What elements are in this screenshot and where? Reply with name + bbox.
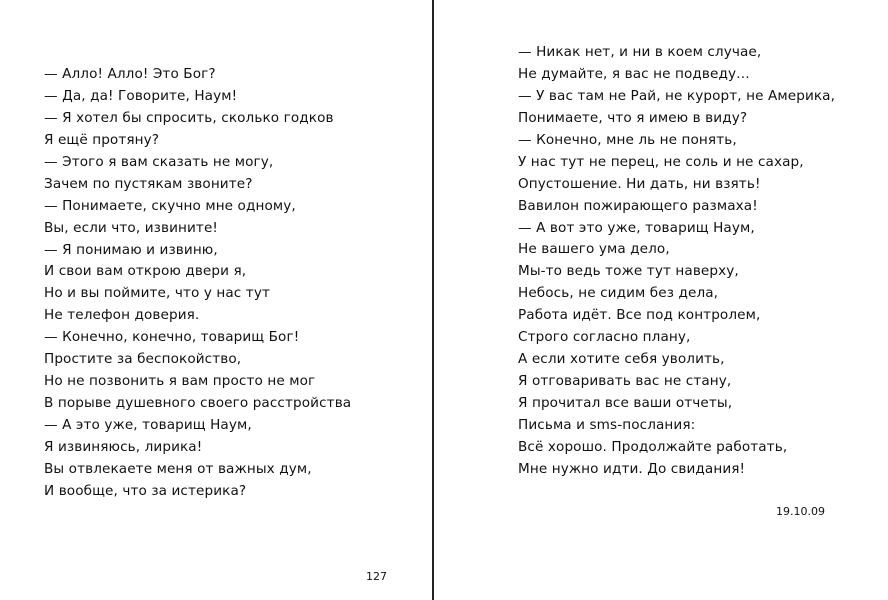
poem-line: Но и вы поймите, что у нас тут: [44, 285, 270, 302]
poem-line: Простите за беспокойство,: [44, 351, 242, 368]
right-poem-text: [518, 42, 835, 481]
poem-line: И свои вам открою двери я,: [44, 263, 247, 280]
right-page: [434, 0, 888, 600]
poem-line: — Никак нет, и ни в коем случае,: [518, 44, 762, 60]
poem-line: — Да, да! Говорите, Наум!: [44, 87, 238, 104]
poem-line: Понимаете, что я имею в виду?: [518, 109, 748, 126]
poem-line: Строго согласно плану,: [518, 329, 691, 346]
poem-line: — А вот это уже, товарищ Наум,: [518, 219, 755, 236]
page-number: 127: [366, 570, 387, 583]
poem-line: Я отговаривать вас не стану,: [518, 373, 732, 390]
poem-line: Опустошение. Ни дать, ни взять!: [518, 175, 761, 192]
poem-line: А если хотите себя уволить,: [518, 351, 725, 368]
poem-line: — А это уже, товарищ Наум,: [44, 417, 252, 433]
poem-line: Всё хорошо. Продолжайте работать,: [518, 438, 788, 455]
poem-date: 19.10.09: [776, 505, 825, 518]
poem-line: — Понимаете, скучно мне одному,: [44, 197, 296, 214]
poem-line: Не думайте, я вас не подведу…: [518, 65, 750, 82]
poem-line: Я ещё протяну?: [44, 131, 160, 148]
poem-line: Небось, не сидим без дела,: [518, 285, 719, 302]
poem-line: Не телефон доверия.: [44, 307, 200, 324]
poem-line: У нас тут не перец, не соль и не сахар,: [518, 153, 804, 170]
poem-line: — У вас там не Рай, не курорт, не Америка,: [518, 87, 836, 104]
left-poem-text: [44, 64, 351, 503]
poem-line: В порыве душевного своего расстройства: [44, 395, 352, 412]
poem-line: Вы, если что, извините!: [44, 219, 218, 236]
poem-line: — Я понимаю и извиню,: [44, 241, 218, 258]
poem-line: И вообще, что за истерика?: [44, 482, 247, 499]
poem-line: Работа идёт. Все под контролем,: [518, 307, 761, 324]
poem-line: — Алло! Алло! Это Бог?: [44, 66, 216, 82]
poem-line: — Этого я вам сказать не могу,: [44, 153, 274, 170]
poem-line: Я извиняюсь, лирика!: [44, 438, 203, 455]
poem-line: Вы отвлекаете меня от важных дум,: [44, 460, 312, 477]
poem-line: Зачем по пустякам звоните?: [44, 175, 253, 192]
left-page: [0, 0, 432, 600]
poem-line: Не вашего ума дело,: [518, 241, 670, 258]
poem-line: Но не позвонить я вам просто не мог: [44, 373, 316, 390]
poem-line: — Конечно, мне ль не понять,: [518, 131, 737, 148]
poem-line: Я прочитал все ваши отчеты,: [518, 395, 733, 411]
poem-line: Мы-то ведь тоже тут наверху,: [518, 263, 739, 280]
poem-line: Письма и sms-послания:: [518, 416, 696, 433]
poem-line: — Я хотел бы спросить, сколько годков: [44, 109, 334, 126]
poem-line: Вавилон пожирающего размаха!: [518, 197, 758, 214]
poem-line: Мне нужно идти. До свидания!: [518, 460, 746, 477]
poem-line: — Конечно, конечно, товарищ Бог!: [44, 329, 300, 346]
